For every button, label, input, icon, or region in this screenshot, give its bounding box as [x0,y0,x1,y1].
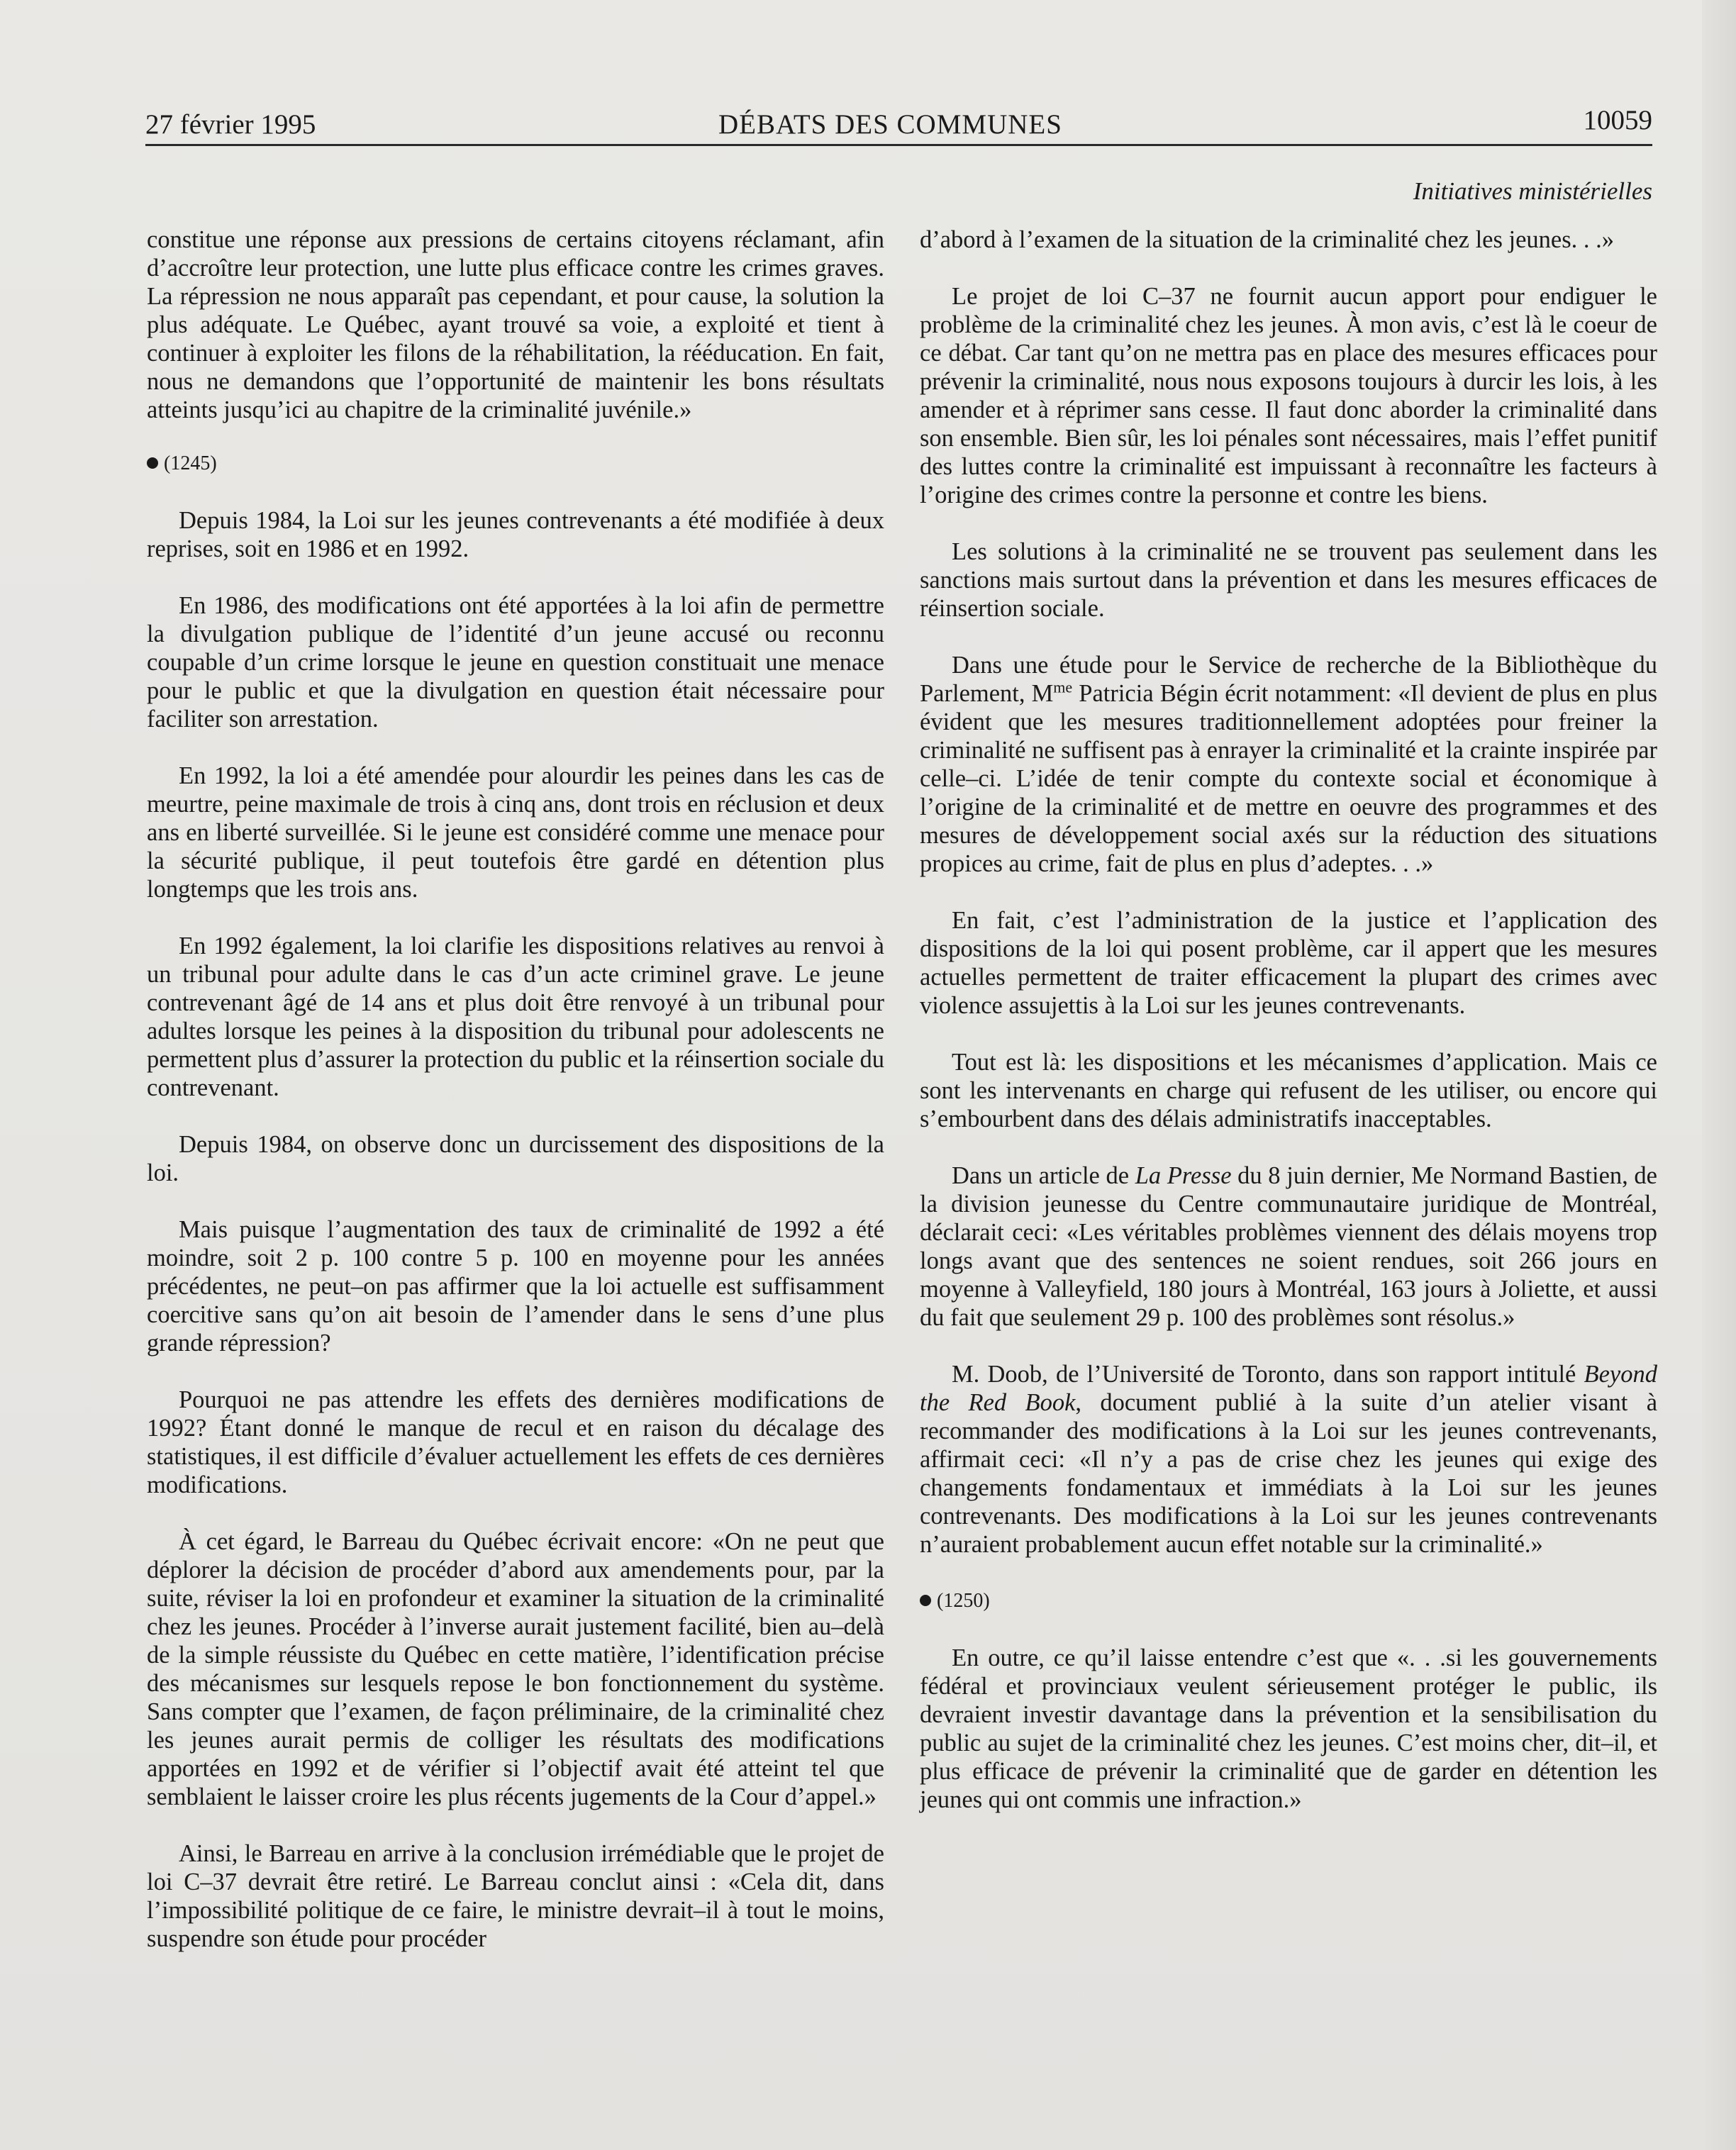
paragraph: Depuis 1984, la Loi sur les jeunes contrevenants a été modifiée à deux reprises, soit en 1986 et en 1992. [147,507,884,562]
bullet-icon [147,457,158,469]
header-page-number: 10059 [1583,105,1652,135]
paragraph: En outre, ce qu’il laisse entendre c’est que «. . .si les gouvernements fédéral et provinciaux veulent sérieusement protéger le public, ils devraient investir davantage dans la prévention et la sensibilisation du public au sujet de la criminalité chez les jeunes. C’est moins cher, dit–il, et plus efficace de prévenir la criminalité que de garder en détention les jeunes qui ont commis une infraction.» [920,1644,1657,1813]
section-title: Initiatives ministérielles [1413,177,1652,205]
paragraph: Tout est là: les dispositions et les mécanismes d’application. Mais ce sont les intervenants en charge qui refusent de les utiliser, ou encore qui s’embourbent dans des délais administratifs inacceptables. [920,1049,1657,1132]
paragraph-text: , document publié à la suite d’un atelier visant à recommander des modifications à la Loi sur les jeunes contrevenants, affirmait ceci: «Il n’y a pas de crise chez les jeunes qui exige des changements fondamentaux et immédiats à la Loi sur les jeunes contrevenants. Des modifications à la Loi sur les jeunes contrevenants n’auraient probablement aucun effet notable sur la criminalité.» [920,1389,1658,1558]
superscript: me [1053,678,1073,696]
paragraph: Pourquoi ne pas attendre les effets des dernières modifications de 1992? Étant donné le manque de recul et en raison du décalage des statistiques, il est difficile d’évaluer actuellement les effets de ces dernières modifications. [147,1386,884,1498]
paragraph-text: Patricia Bégin écrit notamment: «Il devient de plus en plus évident que les mesures traditionnellement adoptées pour freiner la criminalité ne suffisent pas à enrayer la criminalité et la crainte inspirée par celle–ci. L’idée de tenir compte du contexte social et économique à l’origine de la criminalité et de mettre en oeuvre des programmes et des mesures de développement social axés sur la réduction des situations propices au crime, fait de plus en plus d’adeptes. . .» [920,680,1658,877]
paragraph: Ainsi, le Barreau en arrive à la conclusion irrémédiable que le projet de loi C–37 devrait être retiré. Le Barreau conclut ainsi : «Cela dit, dans l’impossibilité politique de ce faire, le ministre devrait–il à tout le moins, suspendre son étude pour procéder [147,1840,884,1952]
report-title: Beyond the Red Book [920,1361,1657,1416]
header-journal-title: DÉBATS DES COMMUNES [718,109,1062,140]
paragraph [920,1162,1657,1332]
paragraph: constitue une réponse aux pressions de certains citoyens réclamant, afin d’accroître leur protection, une lutte plus efficace contre les crimes graves. La répression ne nous apparaît pas cependant, et pour cause, la solution la plus adéquate. Le Québec, ayant trouvé sa voie, a exploité et tient à continuer à exploiter les filons de la réhabilitation, la rééducation. En fait, nous ne demandons que l’opportunité de maintenir les bons résultats atteints jusqu’ici au chapitre de la criminalité juvénile.» [147,226,884,423]
paragraph-text: Dans un article de [952,1162,1135,1189]
page-edge [1702,0,1736,2150]
paragraph-text: du 8 juin dernier, Me Normand Bastien, de la division jeunesse du Centre communautaire juridique de Montréal, déclarait ceci: «Les véritables problèmes viennent des délais moyens trop longs avant que des sentences ne soient rendues, soit 266 jours en moyenne à Valleyfield, 180 jours à Montréal, 163 jours à Joliette, et aussi du fait que seulement 29 p. 100 des problèmes sont résolus.» [920,1162,1657,1331]
paragraph: Mais puisque l’augmentation des taux de criminalité de 1992 a été moindre, soit 2 p. 100 contre 5 p. 100 en moyenne pour les années précédentes, ne peut–on pas affirmer que la loi actuelle est suffisamment coercitive sans qu’on ait besoin de l’amender dans le sens d’une plus grande répression? [147,1216,884,1357]
header-rule [145,144,1652,146]
time-marker [920,1587,1657,1615]
paragraph-text: Dans une étude pour le Service de recherche de la Bibliothèque du Parlement, M [920,652,1657,707]
paragraph: En 1992, la loi a été amendée pour alourdir les peines dans les cas de meurtre, peine maximale de trois à cinq ans, dont trois en réclusion et deux ans en liberté surveillée. Si le jeune est considéré comme une menace pour la sécurité publique, il peut toutefois être gardé en détention plus longtemps que les trois ans. [147,762,884,903]
bullet-icon [920,1595,931,1606]
publication-title: La Presse [1135,1162,1232,1189]
page-header [145,105,1652,145]
time-marker [147,450,884,478]
right-column [920,225,1657,1842]
header-date: 27 février 1995 [145,109,316,140]
time-marker-label: (1245) [164,452,217,474]
paragraph: Depuis 1984, on observe donc un durcissement des dispositions de la loi. [147,1131,884,1186]
left-column [147,225,884,1981]
paragraph: En fait, c’est l’administration de la justice et l’application des dispositions de la loi qui posent problème, car il appert que les mesures actuelles permettent de traiter efficacement la plupart des crimes avec violence assujettis à la Loi sur les jeunes contrevenants. [920,907,1657,1019]
paragraph: En 1992 également, la loi clarifie les dispositions relatives au renvoi à un tribunal pour adulte dans le cas d’un acte criminel grave. Le jeune contrevenant âgé de 14 ans et plus doit être renvoyé à un tribunal pour adultes lorsque les peines à la disposition du tribunal pour adolescents ne permettent plus d’assurer la protection du public et la réinsertion sociale du contrevenant. [147,932,884,1101]
paragraph: d’abord à l’examen de la situation de la criminalité chez les jeunes. . .» [920,226,1615,253]
paragraph: À cet égard, le Barreau du Québec écrivait encore: «On ne peut que déplorer la décision de procéder d’abord aux amendements pour, par la suite, réviser la loi en profondeur et examiner la situation de la criminalité chez les jeunes. Procéder à l’inverse aurait justement facilité, bien au–delà de la simple réussiste du Québec en cette matière, l’identification précise des mécanismes sur lesquels repose le bon fonctionnement du système. Sans compter que l’examen, de façon préliminaire, de la criminalité chez les jeunes aurait permis de colliger les résultats des modifications apportées en 1992 et de vérifier si l’objectif avait été atteint tel que semblaient le laisser croire les plus récents jugements de la Cour d’appel.» [147,1528,884,1810]
paragraph: Le projet de loi C–37 ne fournit aucun apport pour endiguer le problème de la criminalité chez les jeunes. À mon avis, c’est là le coeur de ce débat. Car tant qu’on ne mettra pas en place des mesures efficaces pour prévenir la criminalité, nous nous exposons toujours à durcir les lois, à les amender et à réprimer sans cesse. Il faut donc aborder la criminalité dans son ensemble. Bien sûr, les loi pénales sont nécessaires, mais l’effet punitif des luttes contre la criminalité est impuissant à reconnaître les facteurs à l’origine des crimes contre la personne et contre les biens. [920,283,1657,508]
paragraph: Les solutions à la criminalité ne se trouvent pas seulement dans les sanctions mais surtout dans la prévention et dans les mesures efficaces de réinsertion sociale. [920,538,1657,622]
paragraph [920,651,1657,878]
paragraph: En 1986, des modifications ont été apportées à la loi afin de permettre la divulgation publique de l’identité d’un jeune accusé ou reconnu coupable d’un crime lorsque le jeune en question constituait une menace pour le public et que la divulgation en question était nécessaire pour faciliter son arrestation. [147,592,884,733]
paragraph [920,1360,1657,1559]
time-marker-label: (1250) [937,1590,990,1612]
paragraph-text: M. Doob, de l’Université de Toronto, dans son rapport intitulé [952,1361,1584,1388]
